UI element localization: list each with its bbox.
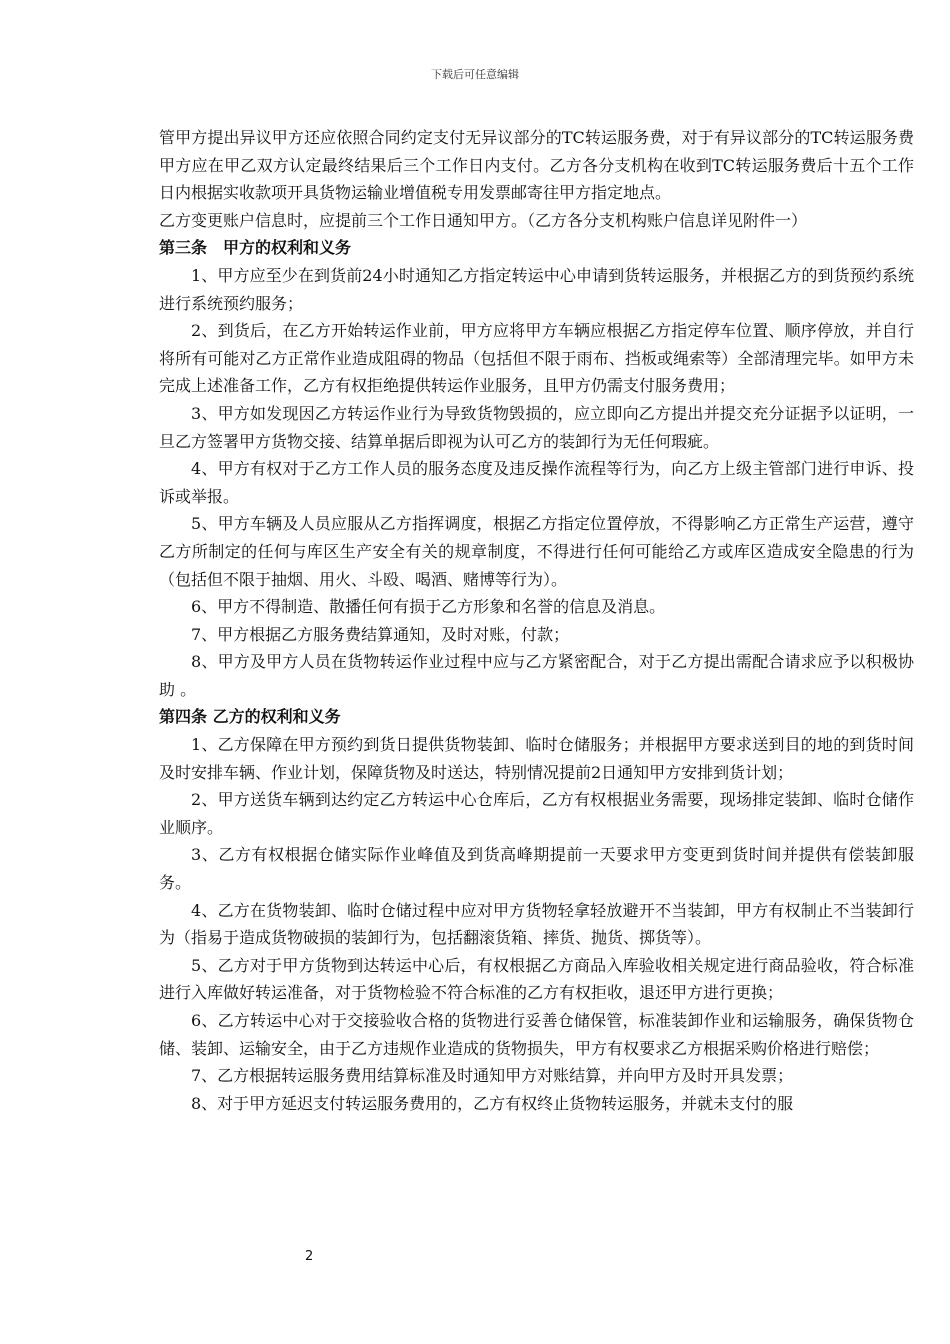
clause: 3、甲方如发现因乙方转运作业行为导致货物毁损的，应立即向乙方提出并提交充分证据予以证明，一旦乙方签署甲方货物交接、结算单据后即视为认可乙方的装卸行为无任何瑕疵。	[159, 403, 914, 451]
article-3-heading: 第三条 甲方的权利和义务	[159, 238, 352, 258]
clause: 3、乙方有权根据仓储实际作业峰值及到货高峰期提前一天要求甲方变更到货时间并提供有偿装卸服务。	[159, 845, 914, 893]
clause: 6、乙方转运中心对于交接验收合格的货物进行妥善仓储保管，标准装卸作业和运输服务，确保货物仓储、装卸、运输安全，由于乙方违规作业造成的货物损失，甲方有权要求乙方根据采购价格进行赔偿；	[159, 1011, 914, 1058]
clause: 4、甲方有权对于乙方工作人员的服务态度及违反操作流程等行为，向乙方上级主管部门进行申诉、投诉或举报。	[159, 459, 914, 506]
paragraph: 乙方变更账户信息时，应提前三个工作日通知甲方。（乙方各分支机构账户信息详见附件一）	[159, 210, 808, 230]
paragraph: 管甲方提出异议甲方还应依照合同约定支付无异议部分的TC转运服务费，对于有异议部分的TC转运服务费甲方应在甲乙双方认定最终结果后三个工作日内支付。乙方各分支机构在收到TC转运服务费后十五个工作日内根据实收款项开具货物运输业增值税专用发票邮寄往甲方指定地点。	[159, 128, 914, 203]
clause: 8、甲方及甲方人员在货物转运作业过程中应与乙方紧密配合，对于乙方提出需配合请求应予以积极协助 。	[159, 652, 914, 699]
clause: 8、对于甲方延迟支付转运服务费用的，乙方有权终止货物转运服务，并就未支付的服	[191, 1093, 794, 1113]
clause: 1、甲方应至少在到货前24小时通知乙方指定转运中心申请到货转运服务，并根据乙方的到货预约系统进行系统预约服务；	[159, 265, 914, 313]
clause: 2、甲方送货车辆到达约定乙方转运中心仓库后，乙方有权根据业务需要，现场排定装卸、临时仓储作业顺序。	[159, 790, 914, 837]
document-body	[159, 124, 914, 1117]
clause: 1、乙方保障在甲方预约到货日提供货物装卸、临时仓储服务；并根据甲方要求送到目的地的到货时间及时安排车辆、作业计划，保障货物及时送达，特别情况提前2日通知甲方安排到货计划；	[159, 735, 914, 782]
page-header: 下载后可任意编辑	[431, 68, 519, 81]
clause: 6、甲方不得制造、散播任何有损于乙方形象和名誉的信息及消息。	[191, 597, 666, 617]
clause: 5、甲方车辆及人员应服从乙方指挥调度，根据乙方指定位置停放，不得影响乙方正常生产运营，遵守乙方所制定的任何与库区生产安全有关的规章制度，不得进行任何可能给乙方或库区造成安全隐患的行为（包括但不限于抽烟、用火、斗殴、喝酒、赌博等行为）。	[159, 514, 914, 589]
clause: 5、乙方对于甲方货物到达转运中心后，有权根据乙方商品入库验收相关规定进行商品验收，符合标准进行入库做好转运准备，对于货物检验不符合标准的乙方有权拒收，退还甲方进行更换；	[159, 955, 914, 1003]
clause: 4、乙方在货物装卸、临时仓储过程中应对甲方货物轻拿轻放避开不当装卸，甲方有权制止不当装卸行为（指易于造成货物破损的装卸行为，包括翻滚货箱、摔货、抛货、掷货等）。	[159, 900, 914, 948]
page-number: 2	[305, 1249, 314, 1264]
clause: 7、甲方根据乙方服务费结算通知，及时对账，付款；	[191, 624, 570, 644]
article-4-heading: 第四条 乙方的权利和义务	[159, 707, 341, 727]
clause: 2、到货后，在乙方开始转运作业前，甲方应将甲方车辆应根据乙方指定停车位置、顺序停放，并自行将所有可能对乙方正常作业造成阻碍的物品（包括但不限于雨布、挡板或绳索等）全部清理完毕。如甲方未完成上述准备工作，乙方有权拒绝提供转运作业服务，且甲方仍需支付服务费用；	[159, 321, 914, 396]
clause: 7、乙方根据转运服务费用结算标准及时通知甲方对账结算，并向甲方及时开具发票；	[191, 1066, 794, 1086]
